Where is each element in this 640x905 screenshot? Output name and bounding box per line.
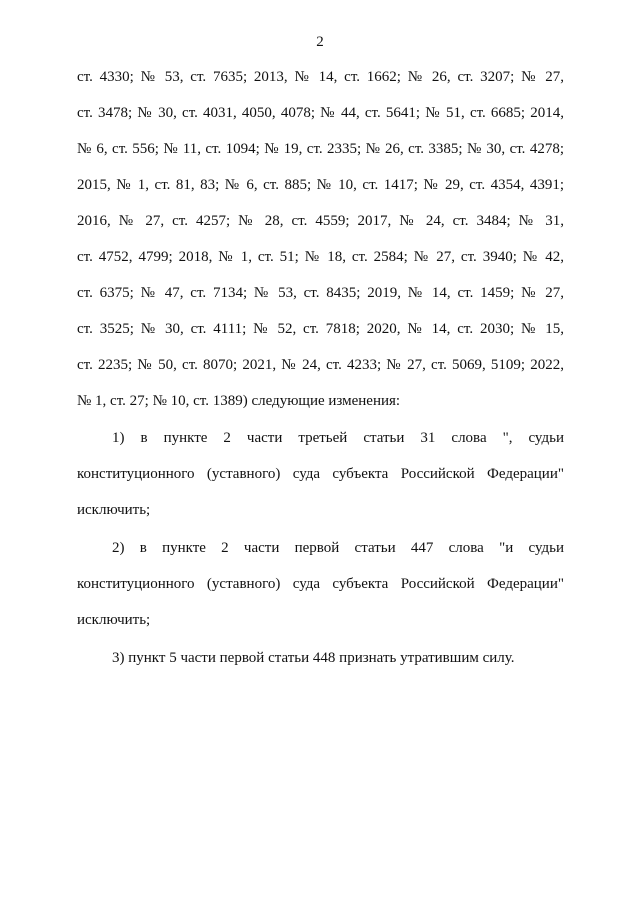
list-item-line: 1) в пункте 2 части третьей статьи 31 слова ", судьи xyxy=(112,430,564,446)
body-line: № 6, ст. 556; № 11, ст. 1094; № 19, ст. 2335; № 26, ст. 3385; № 30, ст. 4278; xyxy=(77,141,564,157)
list-item-line: исключить; xyxy=(77,612,151,628)
list-item-line: конституционного (уставного) суда субъекта Российской Федерации" xyxy=(77,576,564,592)
list-item-line: 3) пункт 5 части первой статьи 448 признать утратившим силу. xyxy=(112,650,515,666)
body-line: № 1, ст. 27; № 10, ст. 1389) следующие изменения: xyxy=(77,393,401,409)
body-line: ст. 2235; № 50, ст. 8070; 2021, № 24, ст. 4233; № 27, ст. 5069, 5109; 2022, xyxy=(77,357,564,373)
list-item-line: конституционного (уставного) суда субъекта Российской Федерации" xyxy=(77,466,564,482)
body-line: 2016, № 27, ст. 4257; № 28, ст. 4559; 2017, № 24, ст. 3484; № 31, xyxy=(77,213,564,229)
body-line: ст. 4330; № 53, ст. 7635; 2013, № 14, ст. 1662; № 26, ст. 3207; № 27, xyxy=(77,69,564,85)
list-item-line: 2) в пункте 2 части первой статьи 447 слова "и судьи xyxy=(112,540,564,556)
body-line: 2015, № 1, ст. 81, 83; № 6, ст. 885; № 10, ст. 1417; № 29, ст. 4354, 4391; xyxy=(77,177,564,193)
body-line: ст. 4752, 4799; 2018, № 1, ст. 51; № 18, ст. 2584; № 27, ст. 3940; № 42, xyxy=(77,249,564,265)
list-item-line: исключить; xyxy=(77,502,151,518)
body-line: ст. 3525; № 30, ст. 4111; № 52, ст. 7818; 2020, № 14, ст. 2030; № 15, xyxy=(77,321,564,337)
page-number: 2 xyxy=(316,34,324,50)
body-line: ст. 3478; № 30, ст. 4031, 4050, 4078; № 44, ст. 5641; № 51, ст. 6685; 2014, xyxy=(77,105,564,121)
body-line: ст. 6375; № 47, ст. 7134; № 53, ст. 8435; 2019, № 14, ст. 1459; № 27, xyxy=(77,285,564,301)
